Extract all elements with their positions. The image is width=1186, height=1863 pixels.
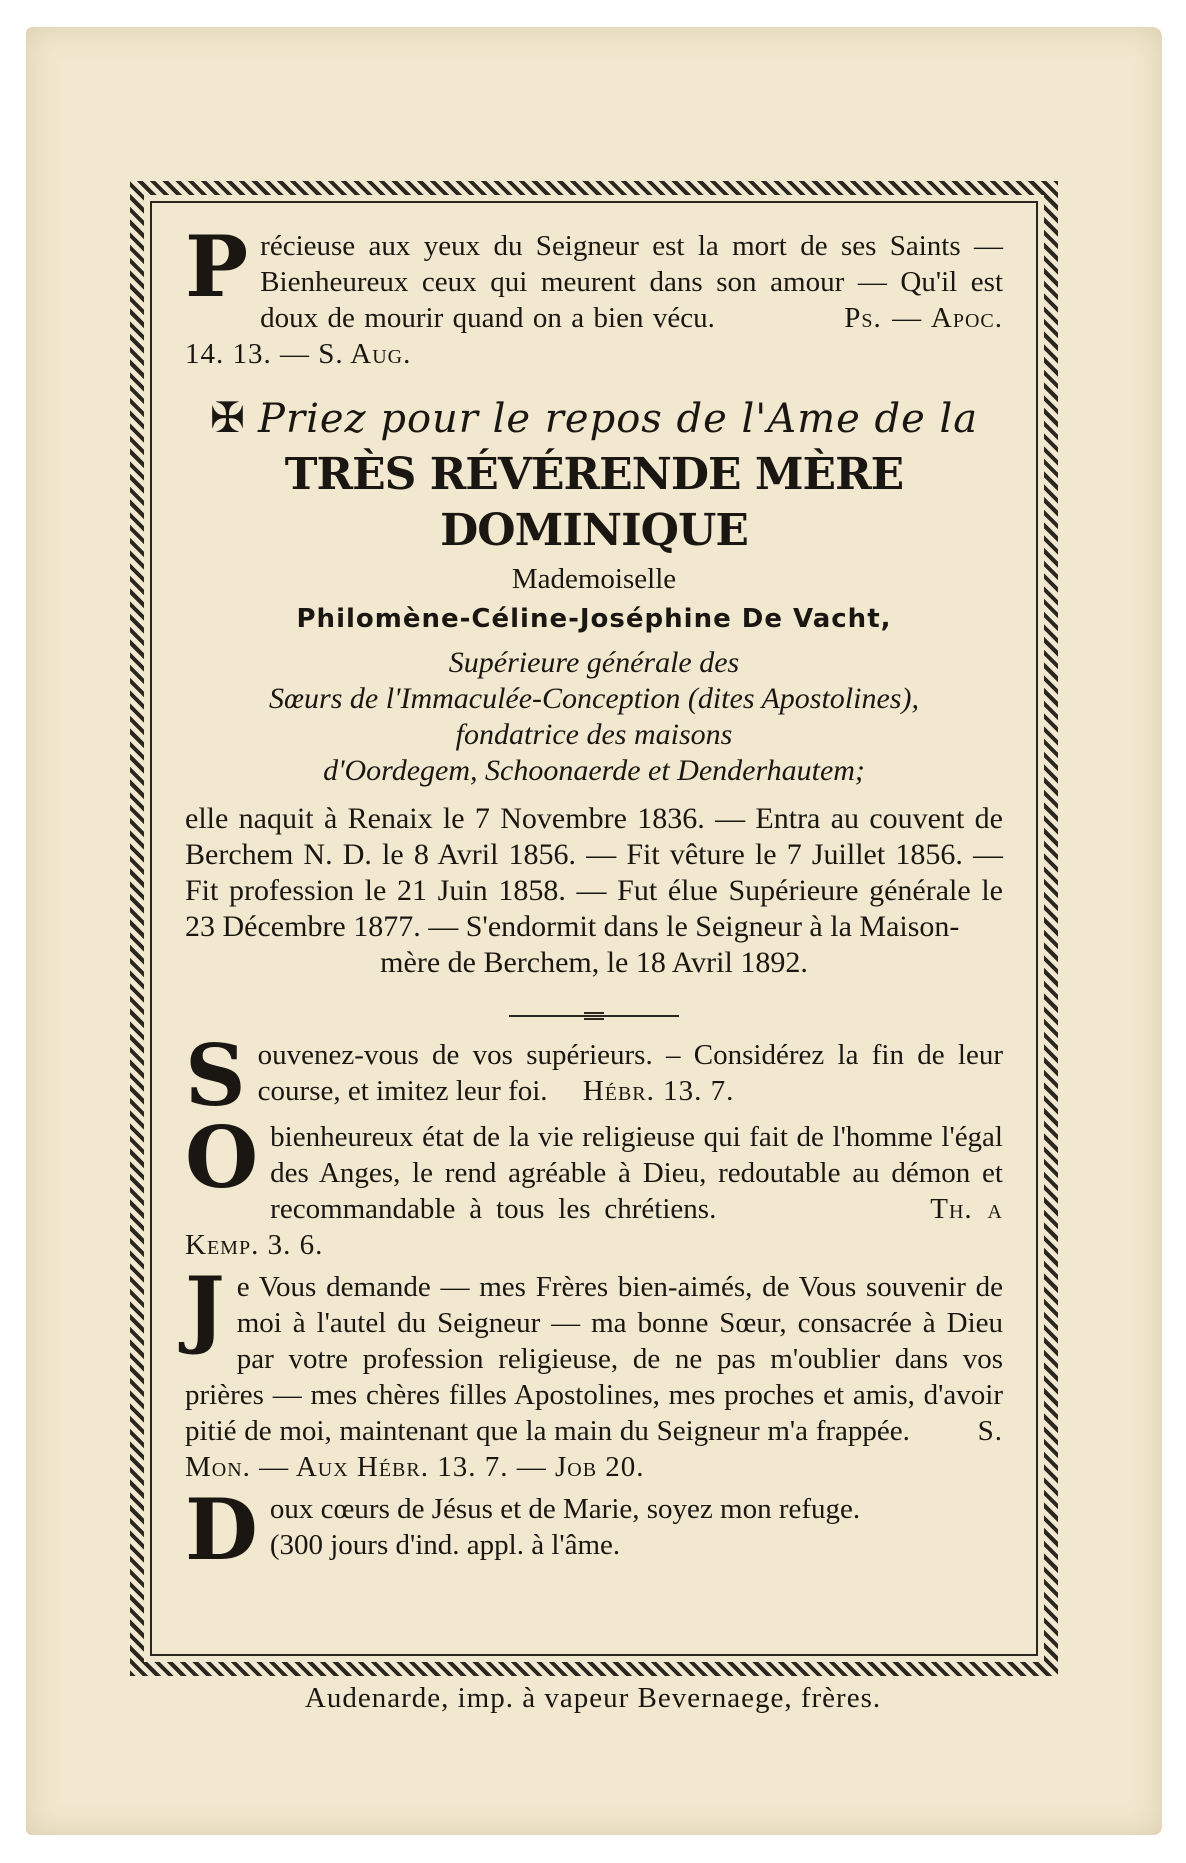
verse-reference: S. Mon. — Aux Hébr. 13. 7. — Job 20.: [185, 1415, 1004, 1483]
deceased-title: TRÈS RÉVÉRENDE MÈRE DOMINIQUE: [284, 449, 904, 556]
verse-je-vous-demande: [185, 1258, 1004, 1485]
cross-icon: ✠: [209, 393, 247, 442]
drop-cap-o: O: [185, 1108, 259, 1207]
drop-cap-j: J: [185, 1258, 225, 1357]
role-line: Sœurs de l'Immaculée-Conception (dites Apostolines),: [269, 682, 919, 715]
role-line: fondatrice des maisons: [455, 718, 733, 751]
full-name: Philomène-Céline-Joséphine De Vacht,: [296, 604, 892, 634]
card-text: [185, 217, 1004, 1579]
verse-doux-coeurs: [185, 1480, 1003, 1579]
drop-cap-p: P: [185, 217, 249, 316]
divider: [509, 1009, 679, 1023]
biography: elle naquit à Renaix le 7 Novembre 1836. — Entra au couvent de Berchem N. D. le 8 Avril 1856. — Fit vêture le 7 Juillet 1856. — Fit profession le 21 Juin 1858. — Fut élue Supérieure générale le 23 Décembre 1877. — S'endormit dans le Seigneur à la Maison-: [185, 802, 1003, 943]
drop-cap-d: D: [185, 1480, 258, 1579]
honorific: Mademoiselle: [511, 563, 677, 595]
drop-cap-s: S: [185, 1026, 246, 1125]
verse-text: oux cœurs de Jésus et de Marie, soyez mon refuge.: [269, 1493, 861, 1525]
verse-souvenez: [185, 1026, 1003, 1125]
verse-reference: Ps. — Apoc. 14. 13. — S. Aug.: [185, 302, 1003, 370]
verse-reference: Th. a Kemp. 3. 6.: [185, 1193, 1003, 1261]
verse-text: e Vous demande — mes Frères bien-aimés, de Vous souvenir de moi à l'autel du Seigneur — ma bonne Sœur, consacrée à Dieu par votre profession religieuse, de ne pas m'oublier dans vos prières — mes chères filles Apostolines, mes proches et amis, d'avoir pitié de moi, maintenant que la main du Seigneur m'a frappée.: [185, 1271, 1003, 1447]
verse-text: ouvenez-vous de vos supérieurs. – Considérez la fin de leur course, et imitez leur foi.: [257, 1039, 1003, 1107]
prayer-heading: [185, 393, 1003, 442]
verse-precieuse: [185, 217, 1003, 372]
verse-text: bienheureux état de la vie religieuse qui fait de l'homme l'égal des Anges, le rend agréable à Dieu, redoutable au démon et recommandable à tous les chrétiens.: [270, 1121, 1003, 1225]
prayer-text: Priez pour le repos de l'Ame de la: [258, 396, 979, 442]
role-line: Supérieure générale des: [448, 646, 740, 679]
verse-bienheureux: [185, 1108, 1003, 1263]
biography-last-line: mère de Berchem, le 18 Avril 1892.: [380, 946, 808, 979]
verse-text: récieuse aux yeux du Seigneur est la mort de ses Saints — Bienheureux ceux qui meurent dans son amour — Qu'il est doux de mourir quand on a bien vécu.: [260, 230, 1003, 334]
indulgence-note: (300 jours d'ind. appl. à l'âme.: [269, 1529, 621, 1561]
role-line: d'Oordegem, Schoonaerde et Denderhautem;: [323, 754, 865, 787]
printer-imprint: Audenarde, imp. à vapeur Bevernaege, frères.: [304, 1682, 882, 1714]
verse-reference: Hébr. 13. 7.: [582, 1075, 735, 1107]
